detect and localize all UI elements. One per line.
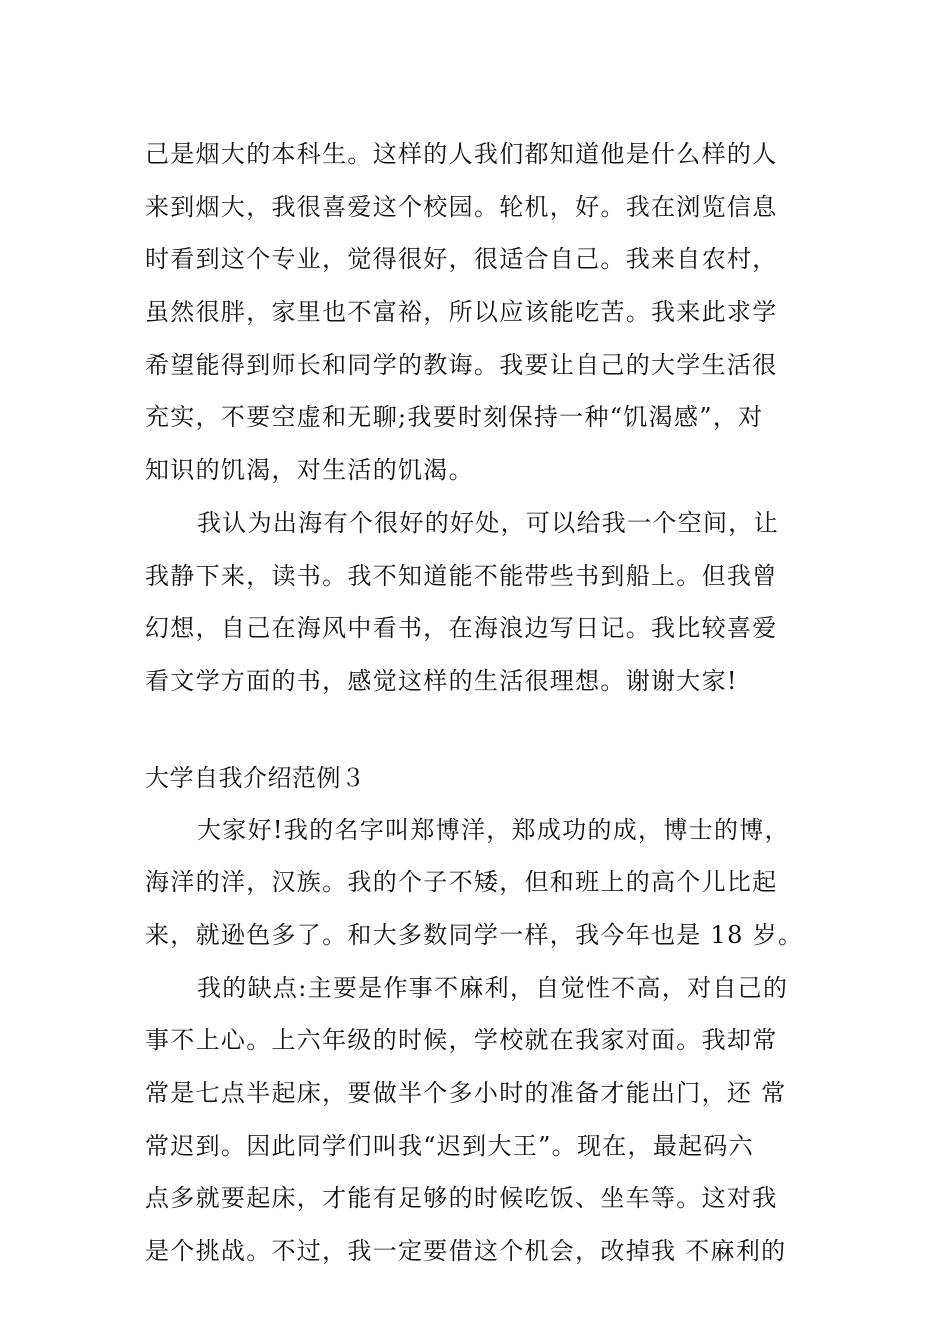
section-paragraph-1 — [145, 804, 807, 962]
text-line: 常是七点半起床，要做半个多小时的准备才能出门，还 常 — [145, 1079, 787, 1107]
text-line: 常迟到。因此同学们叫我“迟到大王”。现在，最起码六 — [145, 1131, 755, 1160]
text-line: 时看到这个专业，觉得很好，很适合自己。我来自农村， — [145, 245, 778, 274]
text-line: 知识的饥渴，对生活的饥渴。 — [145, 456, 474, 485]
text-line: 幻想，自己在海风中看书，在海浪边写日记。我比较喜爱 — [145, 614, 778, 643]
paragraph-2 — [145, 497, 807, 708]
text-line: 点多就要起床，才能有足够的时候吃饭、坐车等。这对我 — [145, 1184, 778, 1213]
text-line: 看文学方面的书，感觉这样的生活很理想。谢谢大家! — [145, 666, 738, 695]
text-line: 事不上心。上六年级的时候，学校就在我家对面。我却常 — [145, 1026, 778, 1055]
text-line: 我静下来，读书。我不知道能不能带些书到船上。但我曾 — [145, 561, 778, 590]
text-line: 我的缺点:主要是作事不麻利，自觉性不高，对自己的 — [197, 973, 789, 1002]
text-line: 海洋的洋，汉族。我的个子不矮，但和班上的高个儿比起 — [145, 868, 778, 897]
section-paragraph-2 — [145, 962, 807, 1278]
text-line: 我认为出海有个很好的好处，可以给我一个空间，让 — [197, 508, 779, 537]
section-heading: 大学自我介绍范例３ — [145, 763, 366, 792]
section-3 — [145, 752, 807, 1278]
text-line: 充实，不要空虚和无聊;我要时刻保持一种“饥渴感”，对 — [145, 403, 764, 432]
text-line: 虽然很胖，家里也不富裕，所以应该能吃苦。我来此求学 — [145, 298, 778, 327]
paragraph-1 — [145, 128, 807, 497]
text-line: 大家好!我的名字叫郑博洋，郑成功的成，博士的博， — [197, 815, 790, 844]
text-line: 是个挑战。不过，我一定要借这个机会，改掉我 不麻利的 — [145, 1237, 787, 1266]
text-line: 己是烟大的本科生。这样的人我们都知道他是什么样的人 — [145, 140, 778, 168]
text-line: 来到烟大，我很喜爱这个校园。轮机，好。我在浏览信息 — [145, 192, 778, 221]
section-gap — [145, 708, 807, 752]
document-page — [145, 128, 807, 1278]
text-line: 来，就逊色多了。和大多数同学一样，我今年也是 18 岁。 — [145, 920, 804, 949]
text-line: 希望能得到师长和同学的教诲。我要让自己的大学生活很 — [145, 350, 778, 379]
